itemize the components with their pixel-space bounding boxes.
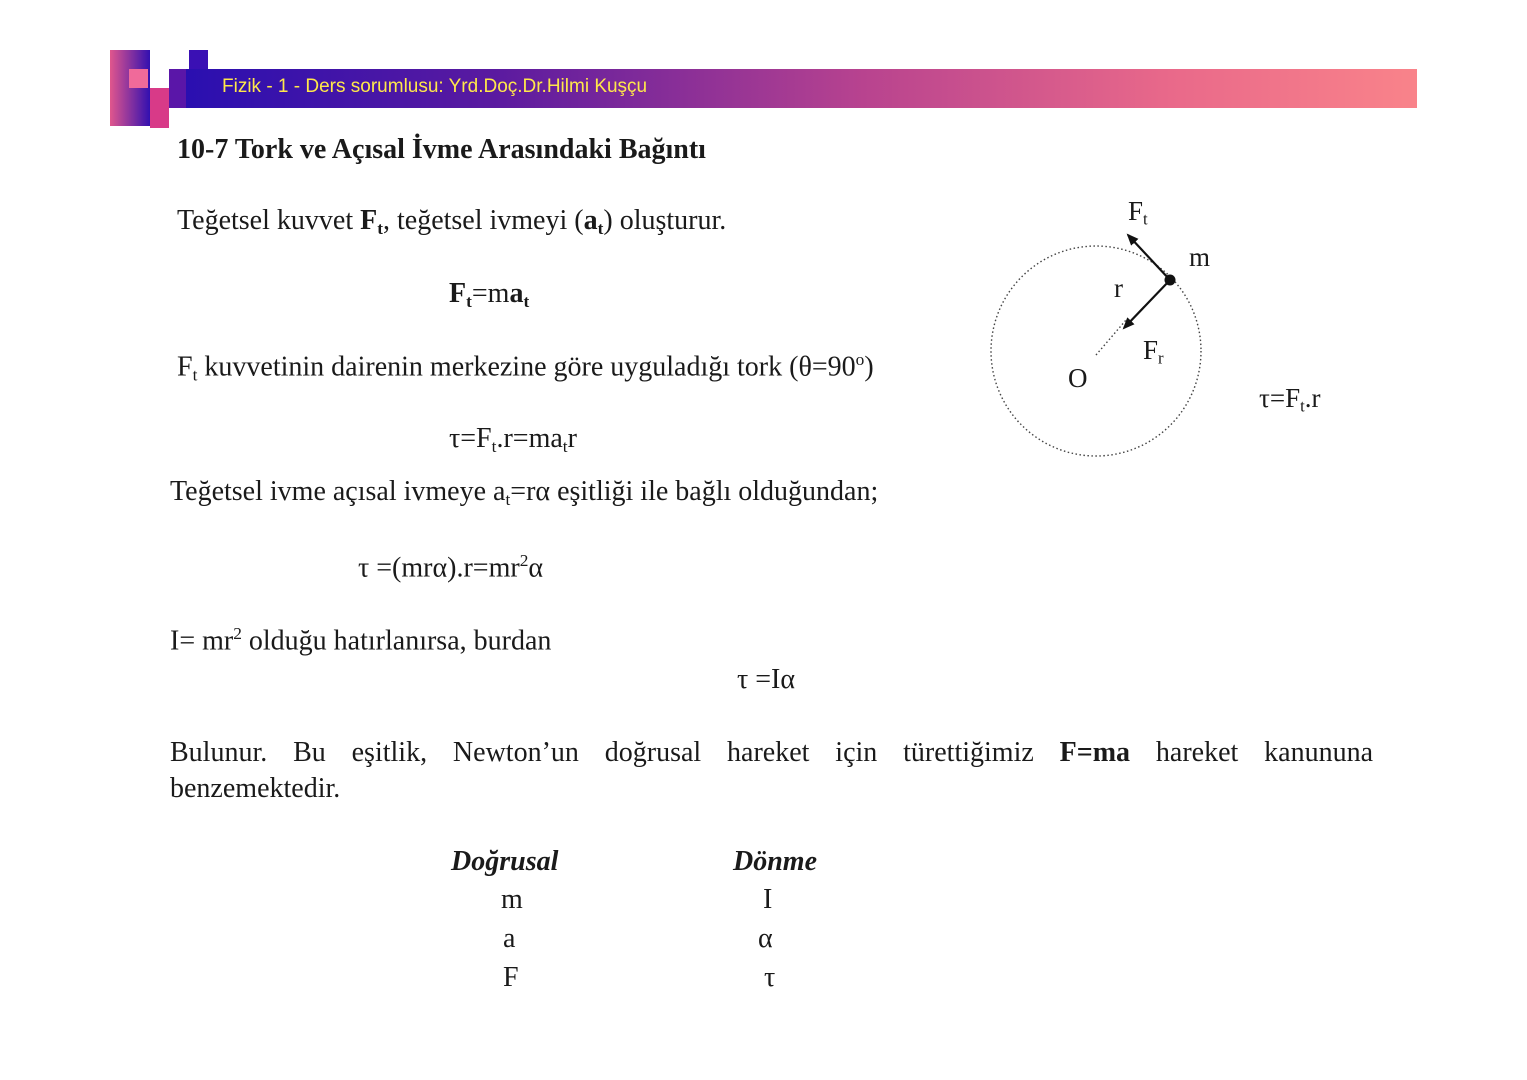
table-cell: a	[503, 923, 516, 954]
table-cell: F	[503, 962, 519, 993]
diagram-torque-equation: $\tau=F_t.r$	[1259, 383, 1321, 416]
tangential-force-arrow	[1128, 235, 1170, 280]
header-square	[129, 69, 148, 88]
section-title: 10-7 Tork ve Açısal İvme Arasındaki Bağıntı	[177, 134, 706, 165]
course-header: Fizik - 1 - Ders sorumlusu: Yrd.Doç.Dr.Hilmi Kuşçu	[222, 76, 648, 97]
label-origin: O	[1068, 363, 1088, 393]
rotation-diagram	[980, 190, 1240, 470]
paragraph-newton-analogy-line1: Bulunur. Bu eşitlik, Newton’un doğrusal hareket için türettiğimiz F=ma hareket kanununa	[170, 737, 1373, 768]
table-cell: τ	[764, 962, 776, 993]
header-square	[150, 88, 169, 128]
equation-torque: $\tau=F_t.r=ma_tr$	[449, 423, 577, 456]
label-mass: m	[1189, 242, 1211, 272]
equation-torque-final: τ =Iα	[737, 664, 796, 695]
table-cell: m	[501, 884, 523, 915]
table-cell: I	[763, 884, 773, 915]
table-cell: α	[758, 923, 773, 954]
equation-torque-expanded: $\tau =(mr\alpha).r=mr^2\alpha$	[358, 551, 544, 584]
paragraph-torque: $F_t$ kuvvetinin dairenin merkezine göre uyguladığı tork $(\theta=90^o)$	[177, 350, 874, 385]
paragraph-tangential-force: Teğetsel kuvvet $F_t$, teğetsel ivmeyi $(a_t)$ oluşturur.	[177, 205, 727, 238]
paragraph-newton-analogy-line2: benzemektedir.	[170, 773, 341, 804]
equation-ft: $F_t=ma_t$	[449, 278, 530, 311]
table-header-rotation: Dönme	[733, 846, 817, 877]
label-radius: r	[1114, 273, 1123, 303]
mass-point	[1165, 275, 1176, 286]
label-radial-force: $F_r$	[1143, 335, 1164, 368]
radial-force-arrow	[1124, 280, 1170, 328]
paragraph-moment-of-inertia: $I= mr^2$ olduğu hatırlanırsa, burdan	[170, 624, 552, 657]
table-header-linear: Doğrusal	[451, 846, 559, 877]
header-square	[110, 50, 150, 126]
label-tangential-force: $F_t$	[1128, 196, 1148, 229]
radius-line	[1096, 320, 1126, 355]
paragraph-angular-relation: Teğetsel ivme açısal ivmeye $a_t=r\alpha$ eşitliği ile bağlı olduğundan;	[170, 476, 879, 509]
